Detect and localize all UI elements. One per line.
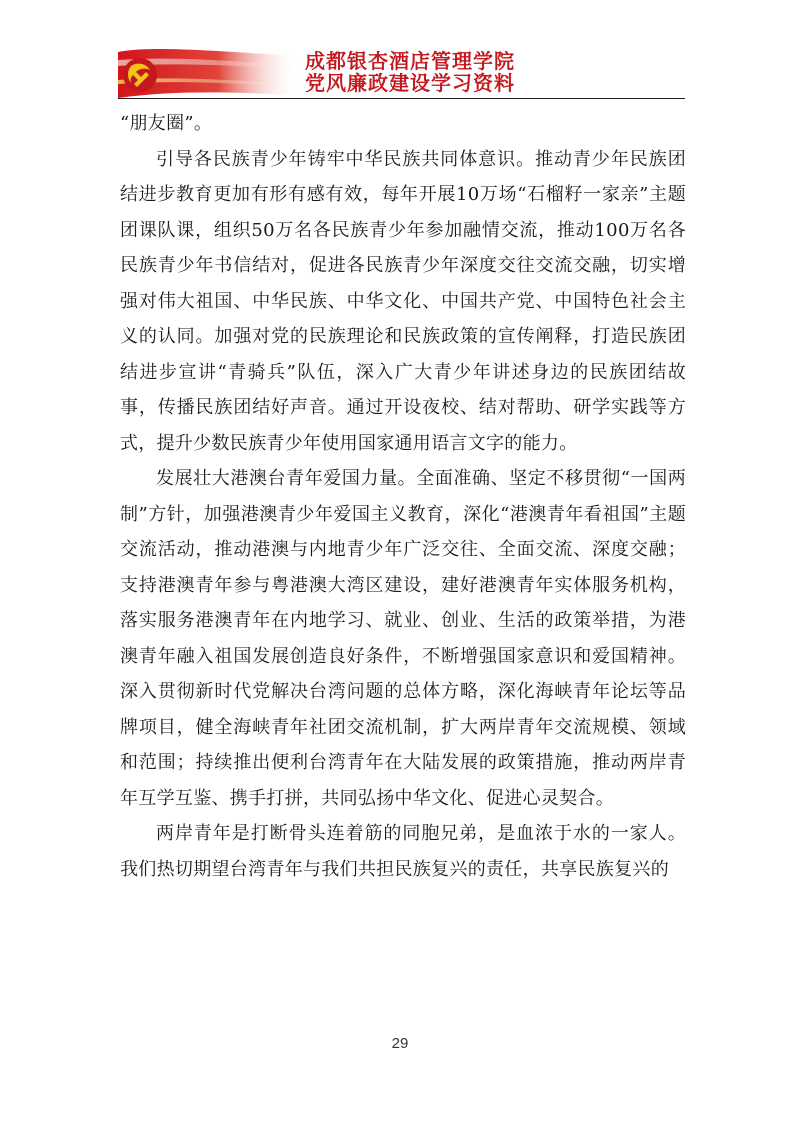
page-number: 29 — [391, 1035, 409, 1052]
document-body — [120, 106, 686, 887]
header-divider — [118, 98, 685, 99]
header-banner — [0, 0, 330, 100]
paragraph: 两岸青年是打断骨头连着筋的同胞兄弟，是血浓于水的一家人。我们热切期望台湾青年与我们共担民族复兴的责任，共享民族复兴的 — [120, 823, 686, 880]
header-subtitle: 党风廉政建设学习资料 — [305, 71, 515, 95]
paragraph: 发展壮大港澳台青年爱国力量。全面准确、坚定不移贯彻“一国两制”方针，加强港澳青少年爱国主义教育，深化“港澳青年看祖国”主题交流活动，推动港澳与内地青少年广泛交往、全面交流、深度交融；支持港澳青年参与粤港澳大湾区建设，建好港澳青年实体服务机构，落实服务港澳青年在内地学习、就业、创业、生活的政策举措，为港澳青年融入祖国发展创造良好条件，不断增强国家意识和爱国精神。深入贯彻新时代党解决台湾问题的总体方略，深化海峡青年论坛等品牌项目，健全海峡青年社团交流机制，扩大两岸青年交流规模、领域和范围；持续推出便利台湾青年在大陆发展的政策措施，推动两岸青年互学互鉴、携手打拼，共同弘扬中华文化、促进心灵契合。 — [120, 468, 686, 809]
paragraph: 引导各民族青少年铸牢中华民族共同体意识。推动青少年民族团结进步教育更加有形有感有效，每年开展10万场“石榴籽一家亲”主题团课队课，组织50万名各民族青少年参加融情交流，推动100万名各民族青少年书信结对，促进各民族青少年深度交往交流交融，切实增强对伟大祖国、中华民族、中华文化、中国共产党、中国特色社会主义的认同。加强对党的民族理论和民族政策的宣传阐释，打造民族团结进步宣讲“青骑兵”队伍，深入广大青少年讲述身边的民族团结故事，传播民族团结好声音。通过开设夜校、结对帮助、研学实践等方式，提升少数民族青少年使用国家通用语言文字的能力。 — [120, 148, 686, 454]
page-header — [0, 0, 800, 100]
party-emblem-icon — [123, 58, 157, 92]
header-title: 成都银杏酒店管理学院 — [305, 49, 515, 73]
paragraph-continuation: “朋友圈”。 — [120, 113, 213, 134]
